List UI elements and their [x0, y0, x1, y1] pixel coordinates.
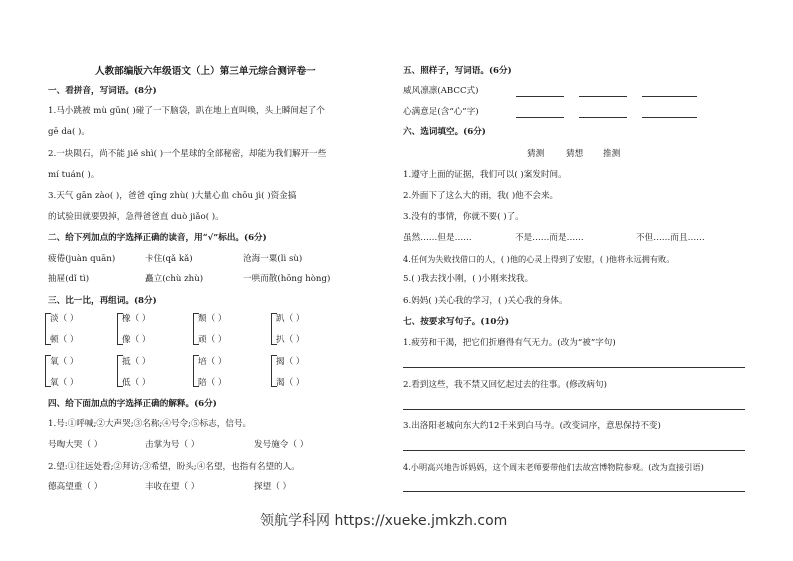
answer-blank[interactable]: [642, 96, 697, 97]
s7-question-3: 3.出洛阳老城向东大约12千米到白马寺。(改变词序，意思保持不变): [403, 421, 661, 431]
s2-item: 沧海一粟(lì sù): [243, 254, 303, 264]
s3-word: 渴（ ）: [276, 378, 305, 388]
answer-blank[interactable]: [579, 96, 627, 97]
s6-word: 猜测: [527, 149, 545, 159]
s4-item: 探望（ ）: [254, 482, 292, 492]
s6-conj: 不是……而是……: [515, 233, 584, 243]
s6-line-1: 1.遵守上面的证据，我们可以( )案发时间。: [403, 170, 567, 180]
s6-word: 猜想: [566, 149, 584, 159]
s3-word: 橡（ ）: [122, 314, 151, 324]
section-6-heading: 六、选词填空。(6分): [403, 127, 486, 137]
s3-word: 氧（ ）: [50, 357, 79, 367]
section-5-heading: 五、照样子，写词语。(6分): [403, 66, 512, 76]
s4-line-1: 1.号:①呼喊;②大声哭;③名称;④号令;⑤标志，信号。: [48, 419, 252, 429]
s6-line-3: 3.没有的事情，你就不要( )了。: [403, 212, 524, 222]
s3-word: 颓（ ）: [198, 314, 227, 324]
s6-line-5: 5.( )我去找小刚，( )小刚来找我。: [403, 274, 534, 284]
s6-line-6: 6.妈妈( )关心我的学习，( )关心我的身体。: [403, 296, 568, 306]
section-7-heading: 七、按要求写句子。(10分): [403, 317, 510, 327]
section-4-heading: 四、给下面加点的字选择正确的解释。(6分): [48, 399, 217, 409]
s1-line-4: mí tuán( )。: [48, 170, 100, 180]
s3-word: 淡（ ）: [50, 314, 79, 324]
s7-question-2: 2.看到这些，我不禁又回忆起过去的往事。(修改病句): [403, 380, 607, 390]
answer-line[interactable]: [403, 491, 745, 492]
s3-word: 氧（ ）: [50, 378, 79, 388]
s6-word: 推测: [603, 149, 621, 159]
s3-word: 扒（ ）: [276, 335, 305, 345]
s4-item: 击掌为号（ ）: [145, 440, 200, 450]
s4-line-2: 2.望:①往远处看;②拜访;③希望，盼头;④名望，也指有名望的人。: [48, 462, 300, 472]
s1-line-2: gē da( )。: [48, 127, 90, 137]
s3-word: 陪（ ）: [198, 378, 227, 388]
footer-watermark: 领航学科网 https://xueke.jmkzh.com: [260, 513, 508, 529]
section-1-heading: 一、看拼音，写词语。(8分): [48, 86, 157, 96]
answer-blank[interactable]: [516, 117, 564, 118]
s1-line-1: 1.马小跳被 mù gūn( )碰了一下脑袋，趴在地上直叫唤，头上瞬间起了个: [48, 106, 325, 116]
s5-line-1: 威风凛凛(ABCC式): [403, 86, 479, 96]
s6-conj: 不但……而且……: [636, 233, 705, 243]
s4-item: 号啕大哭（ ）: [48, 440, 103, 450]
s4-item: 发号施令（ ）: [254, 440, 309, 450]
s3-word: 低（ ）: [122, 378, 151, 388]
s3-word: 趴（ ）: [276, 314, 305, 324]
s6-line-2: 2.外面下了这么大的雨，我( )他不会来。: [403, 191, 559, 201]
section-3-heading: 三、比一比，再组词。(8分): [48, 296, 157, 306]
s3-word: 培（ ）: [198, 357, 227, 367]
section-2-heading: 二、给下列加点的字选择正确的读音，用“√”标出。(6分): [48, 233, 267, 243]
s2-item: 疲倦(juàn quān): [48, 254, 116, 264]
s3-word: 抵（ ）: [122, 357, 151, 367]
answer-blank[interactable]: [579, 117, 627, 118]
s6-conj: 虽然……但是……: [403, 233, 472, 243]
s1-line-3: 2.一块陨石，尚不能 jiě shì( )一个星球的全部秘密，却能为我们解开一些: [48, 149, 327, 159]
s2-item: 一哄而散(hōng hòng): [243, 274, 331, 284]
answer-blank[interactable]: [516, 96, 564, 97]
s4-item: 德高望重（ ）: [48, 482, 103, 492]
answer-blank[interactable]: [642, 117, 697, 118]
s7-question-4: 4.小明高兴地告诉妈妈，这个周末老师要带他们去故宫博物院参观。(改为直接引语): [403, 462, 704, 472]
s6-line-4: 4.任何为失败找借口的人，( )他的心灵上得到了安慰，( )他将永远拥有败。: [403, 254, 675, 264]
s4-item: 丰收在望（ ）: [145, 482, 200, 492]
s2-item: 矗立(chù zhù): [145, 274, 204, 284]
page-title: 人教部编版六年级语文（上）第三单元综合测评卷一: [95, 66, 316, 77]
s1-line-5: 3.天气 gān zào( )，爸爸 qīng zhù( )大量心血 chōu jì( )资金搞: [48, 191, 297, 201]
s7-question-1: 1.疲劳和干渴，把它们折磨得有气无力。(改为“被”字句): [403, 338, 616, 348]
s2-item: 卡住(qǎ kǎ): [145, 254, 193, 264]
answer-line[interactable]: [403, 367, 745, 368]
answer-line[interactable]: [403, 409, 745, 410]
s3-word: 像（ ）: [122, 335, 151, 345]
s1-line-6: 的试验田就要毁掉，急得爸爸直 duò jiǎo( )。: [48, 212, 224, 222]
s3-word: 顿（ ）: [50, 335, 79, 345]
s3-word: 顽（ ）: [198, 335, 227, 345]
s5-line-2: 心满意足(含“心”字): [403, 107, 479, 117]
s3-word: 揭（ ）: [276, 357, 305, 367]
answer-line[interactable]: [403, 450, 745, 451]
s2-item: 抽屉(dǐ tì): [48, 274, 90, 284]
